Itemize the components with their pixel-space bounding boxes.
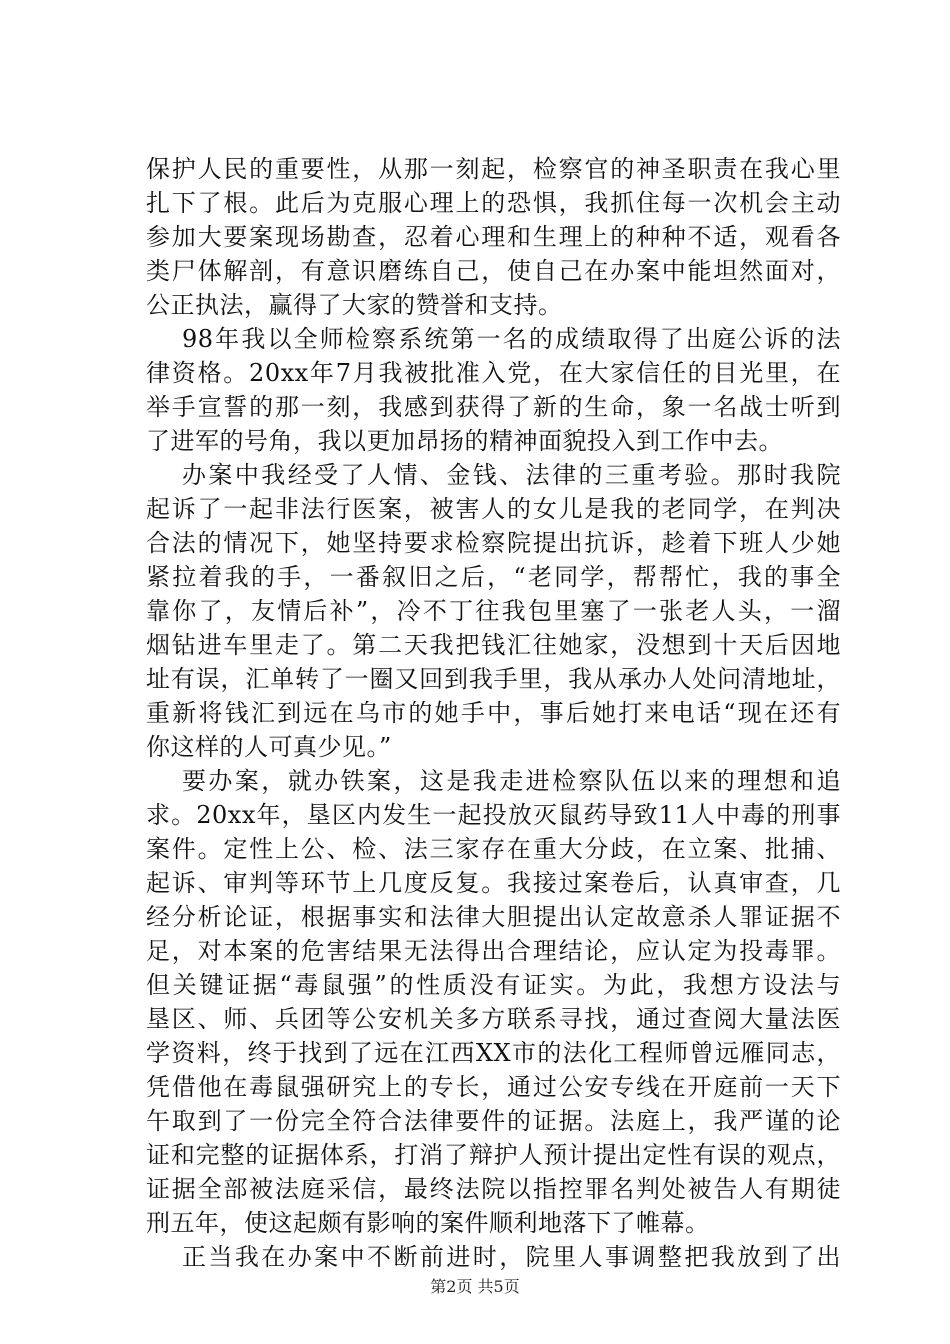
text-line: 刑五年，使这起颇有影响的案件顺利地落下了帷幕。 <box>146 1209 710 1237</box>
text-line: 了进军的号角，我以更加昂扬的精神面貌投入到工作中去。 <box>146 427 783 455</box>
text-line: 98年我以全师检察系统第一名的成绩取得了出庭公诉的法 <box>182 325 841 353</box>
text-line: 重新将钱汇到远在乌市的她手中，事后她打来电话“现在还有 <box>146 699 841 727</box>
text-line: 靠你了，友情后补”，冷不丁往我包里塞了一张老人头，一溜 <box>146 597 841 625</box>
text-line: 午取到了一份完全符合法律要件的证据。法庭上，我严谨的论 <box>146 1107 841 1135</box>
text-line: 求。20xx年，垦区内发生一起投放灭鼠药导致11人中毒的刑事 <box>146 801 841 829</box>
text-line: 你这样的人可真少见。” <box>146 733 392 761</box>
text-line: 垦区、师、兵团等公安机关多方联系寻找，通过查阅大量法医 <box>146 1005 841 1033</box>
text-line: 保护人民的重要性，从那一刻起，检察官的神圣职责在我心里 <box>146 155 841 183</box>
text-line: 举手宣誓的那一刻，我感到获得了新的生命，象一名战士听到 <box>146 393 841 421</box>
text-line: 公正执法，赢得了大家的赞誉和支持。 <box>146 291 563 319</box>
text-line: 正当我在办案中不断前进时，院里人事调整把我放到了出 <box>182 1243 841 1271</box>
text-line: 起诉了一起非法行医案，被害人的女儿是我的老同学，在判决 <box>146 495 841 523</box>
text-line: 烟钻进车里走了。第二天我把钱汇往她家，没想到十天后因地 <box>146 631 841 659</box>
text-line: 紧拉着我的手，一番叙旧之后，“老同学，帮帮忙，我的事全 <box>146 563 841 591</box>
text-line: 证据全部被法庭采信，最终法院以指控罪名判处被告人有期徒 <box>146 1175 841 1203</box>
text-line: 但关键证据“毒鼠强”的性质没有证实。为此，我想方设法与 <box>146 971 841 999</box>
text-line: 律资格。20xx年7月我被批准入党，在大家信任的目光里，在 <box>146 359 841 387</box>
text-line: 凭借他在毒鼠强研究上的专长，通过公安专线在开庭前一天下 <box>146 1073 841 1101</box>
text-line: 合法的情况下，她坚持要求检察院提出抗诉，趁着下班人少她 <box>146 529 841 557</box>
text-line: 起诉、审判等环节上几度反复。我接过案卷后，认真审查，几 <box>146 869 841 897</box>
page-footer: 第2页 共5页 <box>430 1277 520 1296</box>
text-line: 扎下了根。此后为克服心理上的恐惧，我抓住每一次机会主动 <box>146 189 841 217</box>
text-line: 案件。定性上公、检、法三家存在重大分歧，在立案、批捕、 <box>146 835 841 863</box>
text-line: 证和完整的证据体系，打消了辩护人预计提出定性有误的观点， <box>146 1141 841 1169</box>
text-line: 参加大要案现场勘查，忍着心理和生理上的种种不适，观看各 <box>146 223 841 251</box>
text-line: 经分析论证，根据事实和法律大胆提出认定故意杀人罪证据不 <box>146 903 841 931</box>
text-line: 要办案，就办铁案，这是我走进检察队伍以来的理想和追 <box>182 767 841 795</box>
text-line: 足，对本案的危害结果无法得出合理结论，应认定为投毒罪。 <box>146 937 841 965</box>
text-line: 学资料，终于找到了远在江西XX市的法化工程师曾远雁同志， <box>146 1039 841 1067</box>
text-line: 址有误，汇单转了一圈又回到我手里，我从承办人处问清地址， <box>146 665 841 693</box>
text-line: 办案中我经受了人情、金钱、法律的三重考验。那时我院 <box>182 461 841 489</box>
document-body <box>146 152 841 1274</box>
text-line: 类尸体解剖，有意识磨练自己，使自己在办案中能坦然面对， <box>146 257 841 285</box>
